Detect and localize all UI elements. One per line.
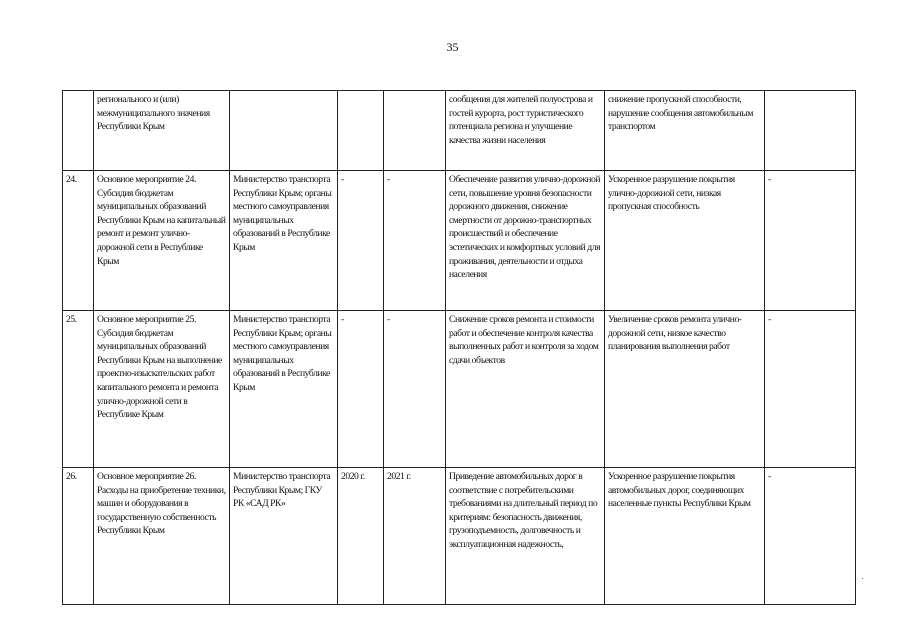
table-row: [63, 91, 856, 171]
table-row: [63, 468, 856, 605]
activity-cell: Основное мероприятие 25. Субсидия бюджетам муниципальных образований Республики Крым на выполнение проектно-изыскательских работ капитального ремонта и ремонта улично-дорожной сети в Республике Крым: [94, 311, 230, 468]
expected-result-cell: Приведение автомобильных дорог в соответствие с потребительскими требованиями на длительный период по критериям: безопасность движения, грузоподъемность, долговечность и эксплуатационная надежность,: [446, 468, 605, 605]
expected-result-cell: сообщения для жителей полуострова и гостей курорта, рост туристического потенциала региона и улучшение качества жизни населения: [446, 91, 605, 171]
consequence-cell: Увеличение сроков ремонта улично-дорожной сети, низкое качество планирования выполнения работ: [605, 311, 765, 468]
table-row: [63, 171, 856, 311]
executor-cell: Министерство транспорта Республики Крым; ГКУ РК «САД РК»: [230, 468, 338, 605]
start-date-cell: 2020 г.: [338, 468, 384, 605]
row-number-cell: [63, 91, 94, 171]
link-cell: -: [765, 311, 856, 468]
activity-cell: регионального и (или) межмуниципального значения Республики Крым: [94, 91, 230, 171]
row-number-cell: 24.: [63, 171, 94, 311]
end-date-cell: -: [384, 311, 446, 468]
consequence-cell: Ускоренное разрушение покрытия автомобильных дорог, соединяющих населенные пункты Республики Крым: [605, 468, 765, 605]
executor-cell: Министерство транспорта Республики Крым; органы местного самоуправления муниципальных образований в Республике Крым: [230, 311, 338, 468]
executor-cell: Министерство транспорта Республики Крым; органы местного самоуправления муниципальных образований в Республике Крым: [230, 171, 338, 311]
end-date-cell: [384, 91, 446, 171]
activity-cell: Основное мероприятие 24. Субсидия бюджетам муниципальных образований Республики Крым на капитальный ремонт и ремонт улично-дорожной сети в Республике Крым: [94, 171, 230, 311]
consequence-cell: Ускоренное разрушение покрытия улично-дорожной сети, низкая пропускная способность: [605, 171, 765, 311]
executor-cell: [230, 91, 338, 171]
scan-speck: [862, 578, 863, 579]
start-date-cell: -: [338, 311, 384, 468]
page-number: 35: [446, 40, 459, 54]
start-date-cell: -: [338, 171, 384, 311]
end-date-cell: -: [384, 171, 446, 311]
row-number-cell: 25.: [63, 311, 94, 468]
link-cell: -: [765, 171, 856, 311]
expected-result-cell: Обеспечение развития улично-дорожной сети, повышение уровня безопасности дорожного движения, снижение смертности от дорожно-транспортных происшествий и обеспечение эстетических и комфортных условий для проживания, деятельности и отдыха населения: [446, 171, 605, 311]
expected-result-cell: Снижение сроков ремонта и стоимости работ и обеспечение контроля качества выполненных работ и контроля за ходом сдачи объектов: [446, 311, 605, 468]
activity-cell: Основное мероприятие 26. Расходы на приобретение техники, машин и оборудования в государственную собственность Республики Крым: [94, 468, 230, 605]
table-row: [63, 311, 856, 468]
start-date-cell: [338, 91, 384, 171]
consequence-cell: снижение пропускной способности, нарушение сообщения автомобильным транспортом: [605, 91, 765, 171]
link-cell: -: [765, 468, 856, 605]
row-number-cell: 26.: [63, 468, 94, 605]
end-date-cell: 2021 г.: [384, 468, 446, 605]
program-activities-table: [62, 90, 856, 605]
link-cell: [765, 91, 856, 171]
